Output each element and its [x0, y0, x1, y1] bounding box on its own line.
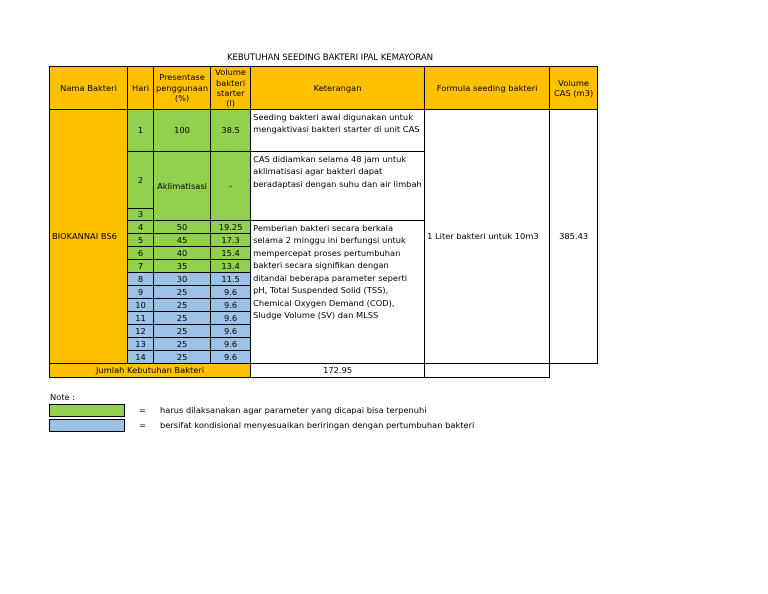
total-label: Jumlah Kebutuhan Bakteri [50, 364, 251, 378]
pct-cell: 25 [154, 286, 211, 299]
day-cell: 7 [128, 260, 154, 273]
header-hari: Hari [128, 67, 154, 110]
vol-cell: 9.6 [211, 338, 251, 351]
volume-cas-cell: 385.43 [550, 110, 598, 364]
table-row [50, 110, 598, 152]
day-cell: 8 [128, 273, 154, 286]
vol-cell: 9.6 [211, 286, 251, 299]
total-value: 172.95 [251, 364, 425, 378]
header-volume: Volume bakteri starter (l) [211, 67, 251, 110]
sheet-title: KEBUTUHAN SEEDING BAKTERI IPAL KEMAYORAN [227, 53, 433, 63]
pct-cell: Aklimatisasi [154, 152, 211, 221]
vol-cell: 15.4 [211, 247, 251, 260]
pct-cell: 25 [154, 299, 211, 312]
day-cell: 4 [128, 221, 154, 234]
day-cell: 1 [128, 110, 154, 152]
total-row [50, 364, 598, 378]
pct-cell: 25 [154, 351, 211, 364]
day-cell: 11 [128, 312, 154, 325]
vol-cell: 38.5 [211, 110, 251, 152]
vol-cell: 9.6 [211, 299, 251, 312]
day-cell: 14 [128, 351, 154, 364]
pct-cell: 100 [154, 110, 211, 152]
total-empty-cell [425, 364, 550, 378]
pct-cell: 25 [154, 338, 211, 351]
day-cell: 10 [128, 299, 154, 312]
pct-cell: 25 [154, 312, 211, 325]
pct-cell: 50 [154, 221, 211, 234]
bacteria-name-cell: BIOKANNAI BS6 [50, 110, 128, 364]
vol-cell: 17.3 [211, 234, 251, 247]
day-cell: 9 [128, 286, 154, 299]
seeding-table [49, 66, 598, 378]
day-cell: 6 [128, 247, 154, 260]
legend-green-desc: harus dilaksanakan agar parameter yang dicapai bisa terpenuhi [160, 405, 427, 415]
vol-cell: 9.6 [211, 351, 251, 364]
header-formula: Formula seeding bakteri [425, 67, 550, 110]
pct-cell: 45 [154, 234, 211, 247]
legend-green-swatch [49, 404, 125, 417]
keterangan-aklimatisasi: CAS didiamkan selama 48 jam untuk aklimatisasi agar bakteri dapat beradaptasi dengan suhu dan air limbah [251, 152, 425, 221]
vol-cell: 19.25 [211, 221, 251, 234]
day-cell: 12 [128, 325, 154, 338]
legend-blue-equals: = [139, 420, 146, 430]
header-keterangan: Keterangan [251, 67, 425, 110]
pct-cell: 25 [154, 325, 211, 338]
pct-cell: 40 [154, 247, 211, 260]
header-row [50, 67, 598, 110]
vol-cell: 9.6 [211, 325, 251, 338]
header-nama-bakteri: Nama Bakteri [50, 67, 128, 110]
legend-note: Note : [50, 392, 76, 402]
legend-blue-desc: bersifat kondisional menyesuaikan beriringan dengan pertumbuhan bakteri [160, 420, 475, 430]
header-volume-cas: Volume CAS (m3) [550, 67, 598, 110]
vol-cell: 13.4 [211, 260, 251, 273]
day-cell: 3 [128, 209, 154, 221]
day-cell: 2 [128, 152, 154, 209]
keterangan-berkala: Pemberian bakteri secara berkala selama 2 minggu ini berfungsi untuk mempercepat proses pertumbuhan bakteri secara signifikan dengan ditandai beberapa parameter seperti pH, Total Suspended Solid (TSS), Chemical Oxygen Demand (COD), Sludge Volume (SV) dan MLSS [251, 221, 425, 364]
keterangan-seeding: Seeding bakteri awal digunakan untuk mengaktivasi bakteri starter di unit CAS [251, 110, 425, 152]
vol-cell: 9.6 [211, 312, 251, 325]
vol-cell: 11.5 [211, 273, 251, 286]
formula-cell: 1 Liter bakteri untuk 10m3 [425, 110, 550, 364]
day-cell: 5 [128, 234, 154, 247]
pct-cell: 30 [154, 273, 211, 286]
vol-cell: - [211, 152, 251, 221]
pct-cell: 35 [154, 260, 211, 273]
header-presentase: Presentase penggunaan (%) [154, 67, 211, 110]
legend-blue-swatch [49, 419, 125, 432]
day-cell: 13 [128, 338, 154, 351]
legend-green-equals: = [139, 405, 146, 415]
